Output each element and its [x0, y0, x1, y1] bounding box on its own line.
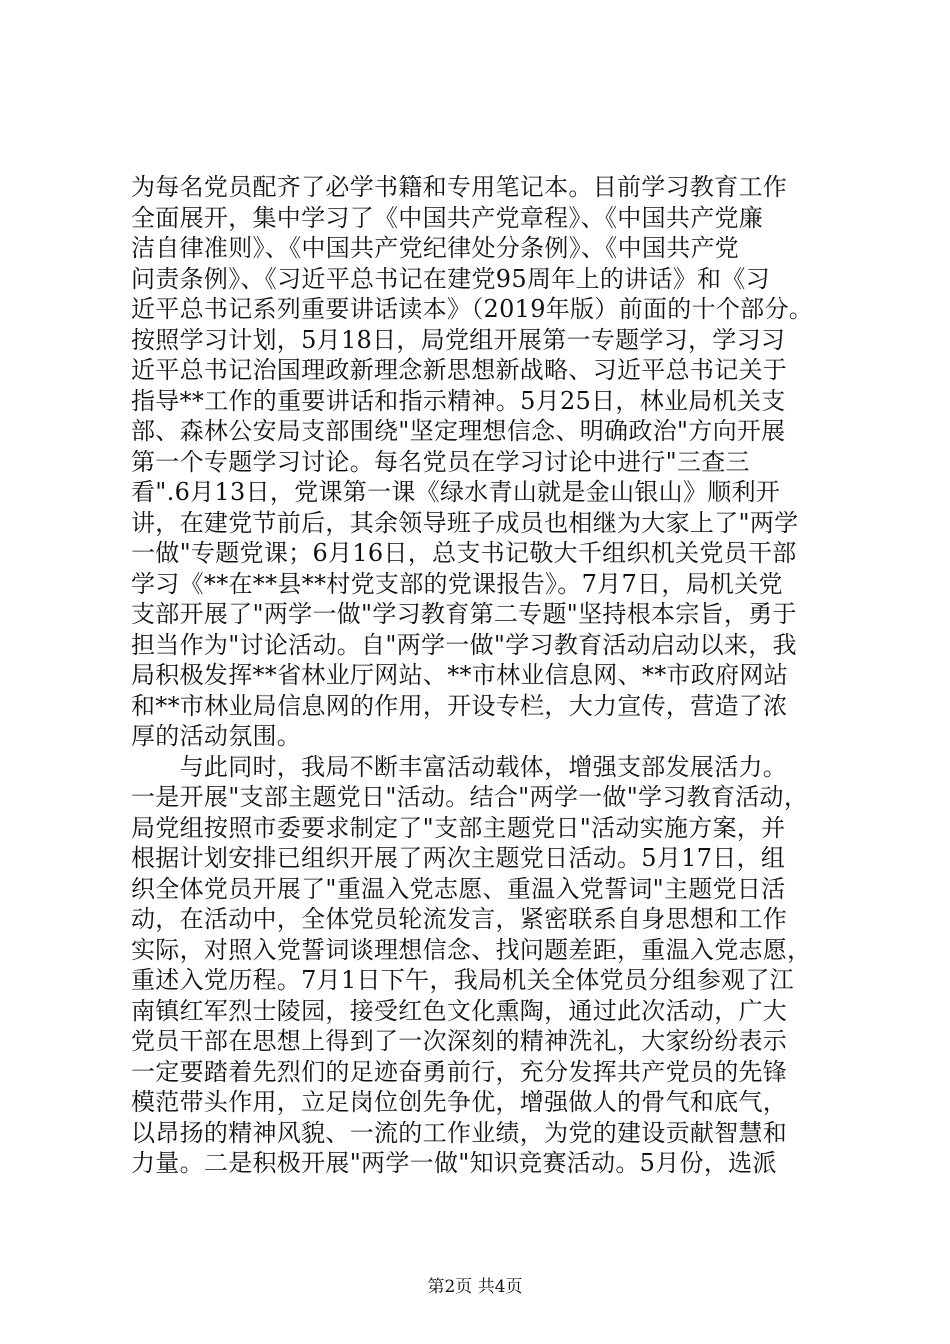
text-line: 为每名党员配齐了必学书籍和专用笔记本。目前学习教育工作 [131, 173, 788, 201]
text-line: 指导**工作的重要讲话和指示精神。5月25日，林业局机关支 [131, 386, 786, 415]
text-line: 问责条例》、《习近平总书记在建党95周年上的讲话》和《习 [131, 264, 770, 293]
text-line: 全面展开，集中学习了《中国共产党章程》、《中国共产党廉 [131, 203, 764, 232]
text-line: 洁自律准则》、《中国共产党纪律处分条例》、《中国共产党 [131, 234, 740, 262]
text-line: 第一个专题学习讨论。每名党员在学习讨论中进行"三查三 [131, 447, 750, 476]
text-line: 近平总书记系列重要讲话读本》（2019年版）前面的十个部分。 [131, 295, 814, 323]
text-line: 重述入党历程。7月1日下午，我局机关全体党员分组参观了江 [131, 966, 794, 994]
text-line: 南镇红军烈士陵园，接受红色文化熏陶，通过此次活动，广大 [131, 996, 788, 1025]
text-line: 实际，对照入党誓词谈理想信念、找问题差距，重温入党志愿， [131, 935, 812, 964]
text-line: 讲，在建党节前后，其余领导班子成员也相继为大家上了"两学 [131, 508, 799, 537]
text-line: 按照学习计划，5月18日，局党组开展第一专题学习，学习习 [131, 325, 786, 354]
text-line: 学习《**在**县**村党支部的党课报告》。7月7日，局机关党 [131, 569, 783, 598]
text-line: 近平总书记治国理政新理念新思想新战略、习近平总书记关于 [131, 356, 788, 384]
text-line: 局党组按照市委要求制定了"支部主题党日"活动实施方案，并 [131, 813, 786, 842]
page-footer: 第2页 共4页 [427, 1277, 523, 1297]
text-line: 以昂扬的精神风貌、一流的工作业绩，为党的建设贡献智慧和 [131, 1118, 788, 1147]
text-line: 力量。二是积极开展"两学一做"知识竞赛活动。5月份，选派 [131, 1149, 777, 1177]
text-line: 动，在活动中，全体党员轮流发言，紧密联系自身思想和工作 [131, 905, 788, 933]
text-line: 和**市林业局信息网的作用，开设专栏，大力宣传，营造了浓 [131, 691, 788, 720]
text-line: 模范带头作用，立足岗位创先争优，增强做人的骨气和底气， [131, 1088, 788, 1116]
text-line: 部、森林公安局支部围绕"坚定理想信念、明确政治"方向开展 [131, 417, 786, 445]
text-line: 看".6月13日，党课第一课《绿水青山就是金山银山》顺利开 [131, 478, 781, 506]
text-line: 一是开展"支部主题党日"活动。结合"两学一做"学习教育活动， [131, 783, 809, 811]
body-text [131, 172, 831, 1179]
text-line: 根据计划安排已组织开展了两次主题党日活动。5月17日，组 [131, 844, 786, 872]
text-line: 党员干部在思想上得到了一次深刻的精神洗礼，大家纷纷表示 [131, 1027, 788, 1055]
text-line: 支部开展了"两学一做"学习教育第二专题"坚持根本宗旨，勇于 [131, 600, 797, 628]
text-line: 局积极发挥**省林业厅网站、**市林业信息网、**市政府网站 [131, 661, 788, 689]
text-line: 一做"专题党课；6月16日，总支书记敬大千组织机关党员干部 [131, 539, 797, 567]
text-line: 与此同时，我局不断丰富活动载体，增强支部发展活力。 [131, 752, 788, 781]
text-line: 一定要踏着先烈们的足迹奋勇前行，充分发挥共产党员的先锋 [131, 1057, 788, 1086]
text-line: 担当作为"讨论活动。自"两学一做"学习教育活动启动以来，我 [131, 630, 797, 659]
text-line: 厚的活动氛围。 [131, 722, 302, 750]
text-line: 织全体党员开展了"重温入党志愿、重温入党誓词"主题党日活 [131, 874, 786, 903]
